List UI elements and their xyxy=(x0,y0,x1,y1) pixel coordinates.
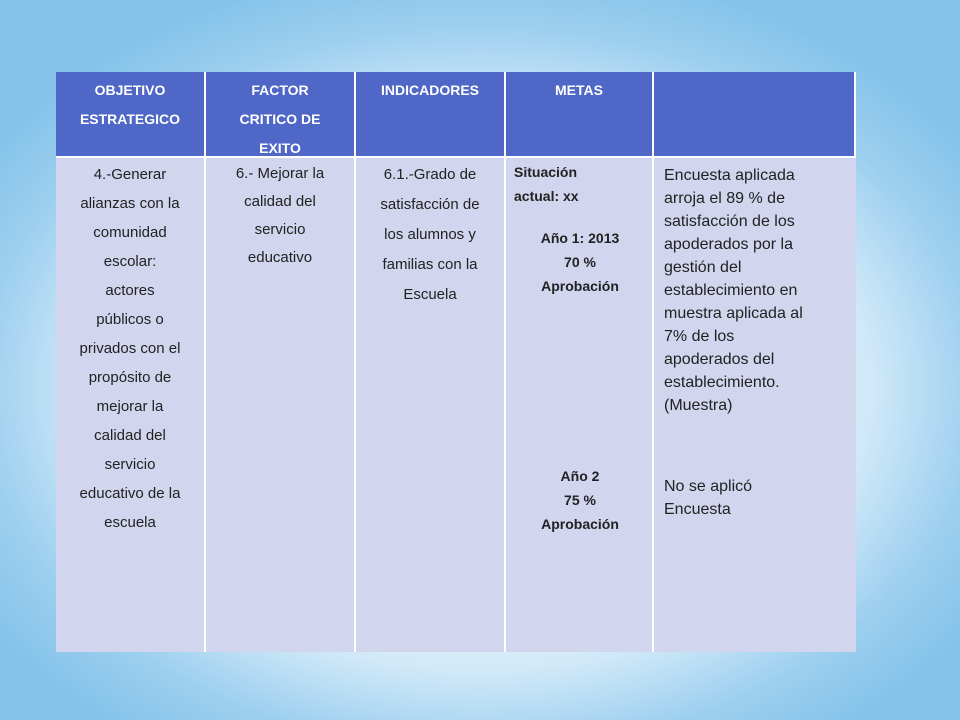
strategy-table xyxy=(56,72,856,652)
cell-metas xyxy=(506,158,654,652)
text-line: satisfacción de xyxy=(380,196,480,213)
header-line: ESTRATEGICO xyxy=(79,111,181,127)
text-line: públicos o xyxy=(96,311,164,328)
header-factor xyxy=(206,72,356,158)
text-line: arroja el 89 % de xyxy=(664,190,785,207)
note-line: No se aplicó xyxy=(664,478,753,495)
text-line: (Muestra) xyxy=(664,397,733,414)
text-line: 6.- Mejorar la xyxy=(235,165,325,182)
anio1-status: Aprobación xyxy=(541,278,619,294)
text-line: propósito de xyxy=(88,369,172,386)
header-line: EXITO xyxy=(259,140,301,156)
text-line: establecimiento en xyxy=(664,282,798,299)
anio1-percent: 70 % xyxy=(564,254,596,270)
header-line: METAS xyxy=(555,82,603,98)
text-line: mejorar la xyxy=(96,398,164,415)
header-line: FACTOR xyxy=(251,82,309,98)
anio1-label: Año 1: 2013 xyxy=(540,230,620,246)
header-objetivo xyxy=(56,72,206,158)
text-line: establecimiento. xyxy=(664,374,780,391)
text-line: satisfacción de los xyxy=(664,213,795,230)
header-indicadores xyxy=(356,72,506,158)
anio2-label: Año 2 xyxy=(560,468,600,484)
text-line: servicio xyxy=(254,221,306,238)
text-line: escuela xyxy=(104,514,156,531)
header-metas xyxy=(506,72,654,158)
anio2-percent: 75 % xyxy=(564,492,596,508)
text-line: gestión del xyxy=(664,259,742,276)
spacer xyxy=(664,417,846,475)
text-line: calidad del xyxy=(94,427,166,444)
header-empty xyxy=(654,72,856,158)
cell-factor xyxy=(206,158,356,652)
text-line: apoderados del xyxy=(664,351,775,368)
text-line: muestra aplicada al xyxy=(664,305,803,322)
text-line: 4.-Generar xyxy=(93,166,167,183)
text-line: comunidad xyxy=(93,224,167,241)
text-line: Encuesta aplicada xyxy=(664,167,795,184)
situacion-value: actual: xx xyxy=(514,188,579,204)
header-line: INDICADORES xyxy=(380,82,479,98)
text-line: Escuela xyxy=(403,286,457,303)
text-line: los alumnos y xyxy=(384,226,476,243)
text-line: calidad del xyxy=(244,193,316,210)
text-line: escolar: xyxy=(103,253,157,270)
header-line: CRITICO DE xyxy=(239,111,321,127)
anio2-status: Aprobación xyxy=(541,516,619,532)
text-line: alianzas con la xyxy=(80,195,180,212)
cell-resultado xyxy=(654,158,856,652)
note-line: Encuesta xyxy=(664,501,731,518)
situacion-label: Situación xyxy=(514,164,578,180)
text-line: servicio xyxy=(104,456,156,473)
text-line: 6.1.-Grado de xyxy=(383,166,477,183)
text-line: apoderados por la xyxy=(664,236,793,253)
header-line: OBJETIVO xyxy=(94,82,166,98)
text-line: privados con el xyxy=(79,340,181,357)
cell-objetivo xyxy=(56,158,206,652)
text-line: actores xyxy=(105,282,155,299)
text-line: educativo xyxy=(247,249,313,266)
text-line: educativo de la xyxy=(79,485,181,502)
cell-indicadores xyxy=(356,158,506,652)
text-line: 7% de los xyxy=(664,328,735,345)
text-line: familias con la xyxy=(382,256,478,273)
